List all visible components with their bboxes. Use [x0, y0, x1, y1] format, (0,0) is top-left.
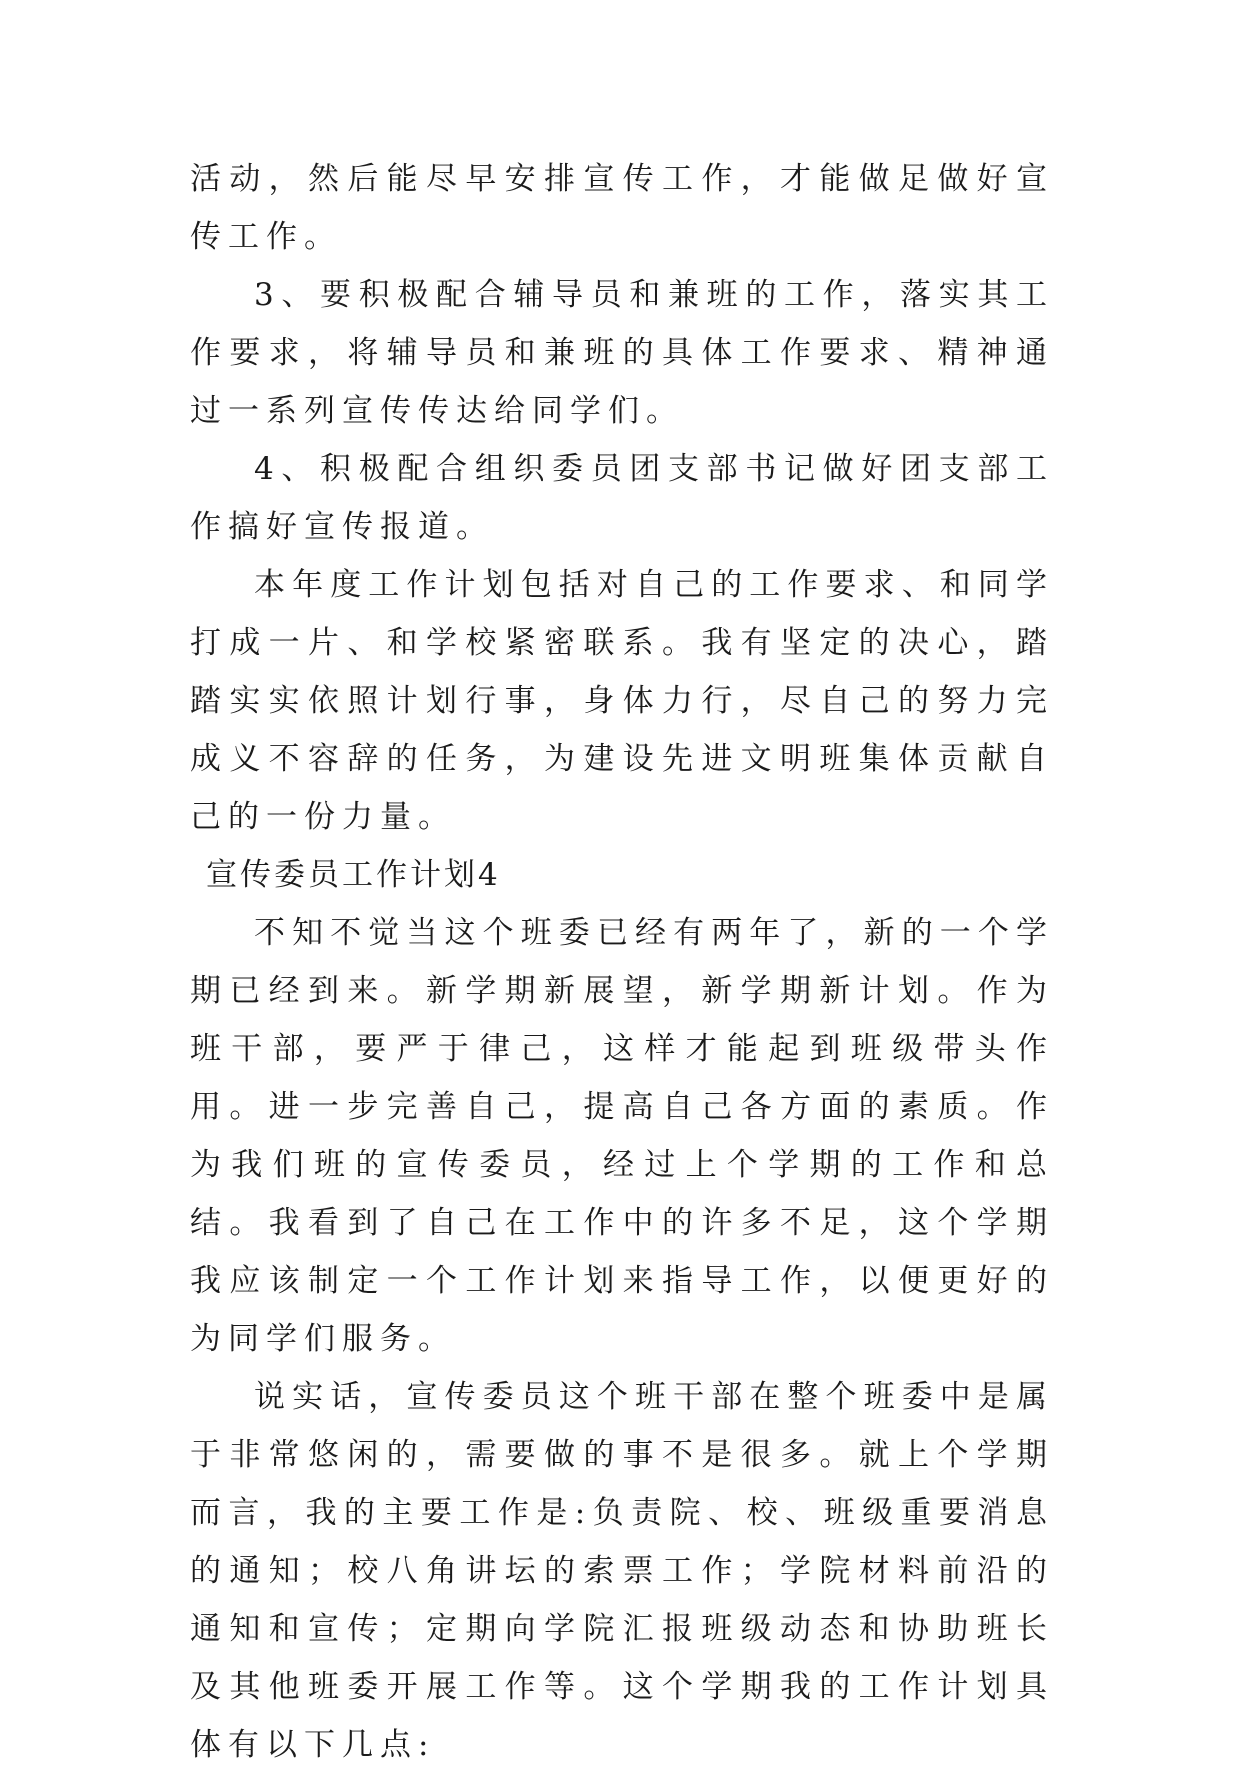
paragraph-item-3: 3、要积极配合辅导员和兼班的工作，落实其工作要求，将辅导员和兼班的具体工作要求、精神通过一系列宣传传达给同学们。 — [190, 277, 1054, 429]
section-heading: 宣传委员工作计划4 — [206, 857, 501, 893]
document-body — [190, 150, 1054, 1774]
paragraph-intro: 不知不觉当这个班委已经有两年了，新的一个学期已经到来。新学期新展望，新学期新计划。作为班干部，要严于律己，这样才能起到班级带头作用。进一步完善自己，提高自己各方面的素质。作为我们班的宣传委员，经过上个学期的工作和总结。我看到了自己在工作中的许多不足，这个学期我应该制定一个工作计划来指导工作，以便更好的为同学们服务。 — [190, 915, 1054, 1357]
paragraph-continuation: 活动，然后能尽早安排宣传工作，才能做足做好宣传工作。 — [190, 161, 1054, 255]
paragraph-duties: 说实话，宣传委员这个班干部在整个班委中是属于非常悠闲的，需要做的事不是很多。就上个学期而言，我的主要工作是:负责院、校、班级重要消息的通知；校八角讲坛的索票工作；学院材料前沿的通知和宣传；定期向学院汇报班级动态和协助班长及其他班委开展工作等。这个学期我的工作计划具体有以下几点: — [190, 1379, 1054, 1763]
paragraph-annual-plan: 本年度工作计划包括对自己的工作要求、和同学打成一片、和学校紧密联系。我有坚定的决心，踏踏实实依照计划行事，身体力行，尽自己的努力完成义不容辞的任务，为建设先进文明班集体贡献自己的一份力量。 — [190, 567, 1054, 835]
paragraph-item-4: 4、积极配合组织委员团支部书记做好团支部工作搞好宣传报道。 — [190, 451, 1054, 545]
